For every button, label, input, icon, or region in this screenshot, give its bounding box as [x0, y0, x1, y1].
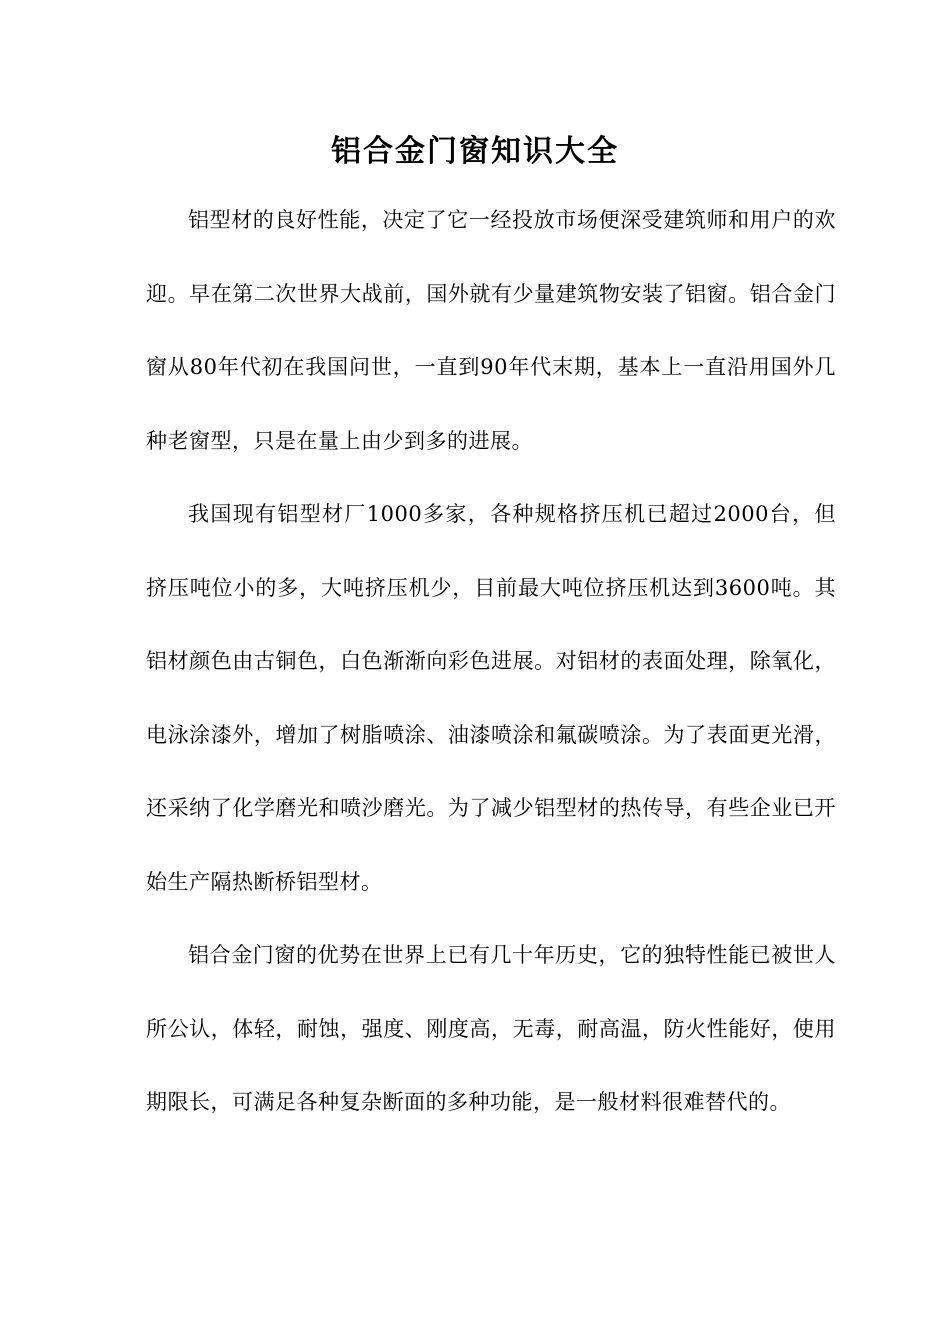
page-title: 铝合金门窗知识大全 [331, 134, 619, 169]
paragraph-2: 我国现有铝型材厂1000多家，各种规格挤压机已超过2000台，但挤压吨位小的多，大吨挤压机少，目前最大吨位挤压机达到3600吨。其铝材颜色由古铜色，白色渐渐向彩色进展。对铝材的表面处理，除氧化，电泳涂漆外，增加了树脂喷涂、油漆喷涂和氟碳喷涂。为了表面更光滑，还采纳了化学磨光和喷沙磨光。为了减少铝型材的热传导，有些企业已开始生产隔热断桥铝型材。 [146, 502, 836, 894]
paragraph-3: 铝合金门窗的优势在世界上已有几十年历史，它的独特性能已被世人所公认，体轻，耐蚀，强度、刚度高，无毒，耐高温，防火性能好，使用期限长，可满足各种复杂断面的多种功能，是一般材料很难替代的。 [146, 943, 836, 1114]
document-body [146, 184, 836, 1140]
paragraph-1: 铝型材的良好性能，决定了它一经投放市场便深受建筑师和用户的欢迎。早在第二次世界大战前，国外就有少量建筑物安装了铝窗。铝合金门窗从80年代初在我国问世，一直到90年代末期，基本上一直沿用国外几种老窗型，只是在量上由少到多的进展。 [146, 208, 836, 453]
